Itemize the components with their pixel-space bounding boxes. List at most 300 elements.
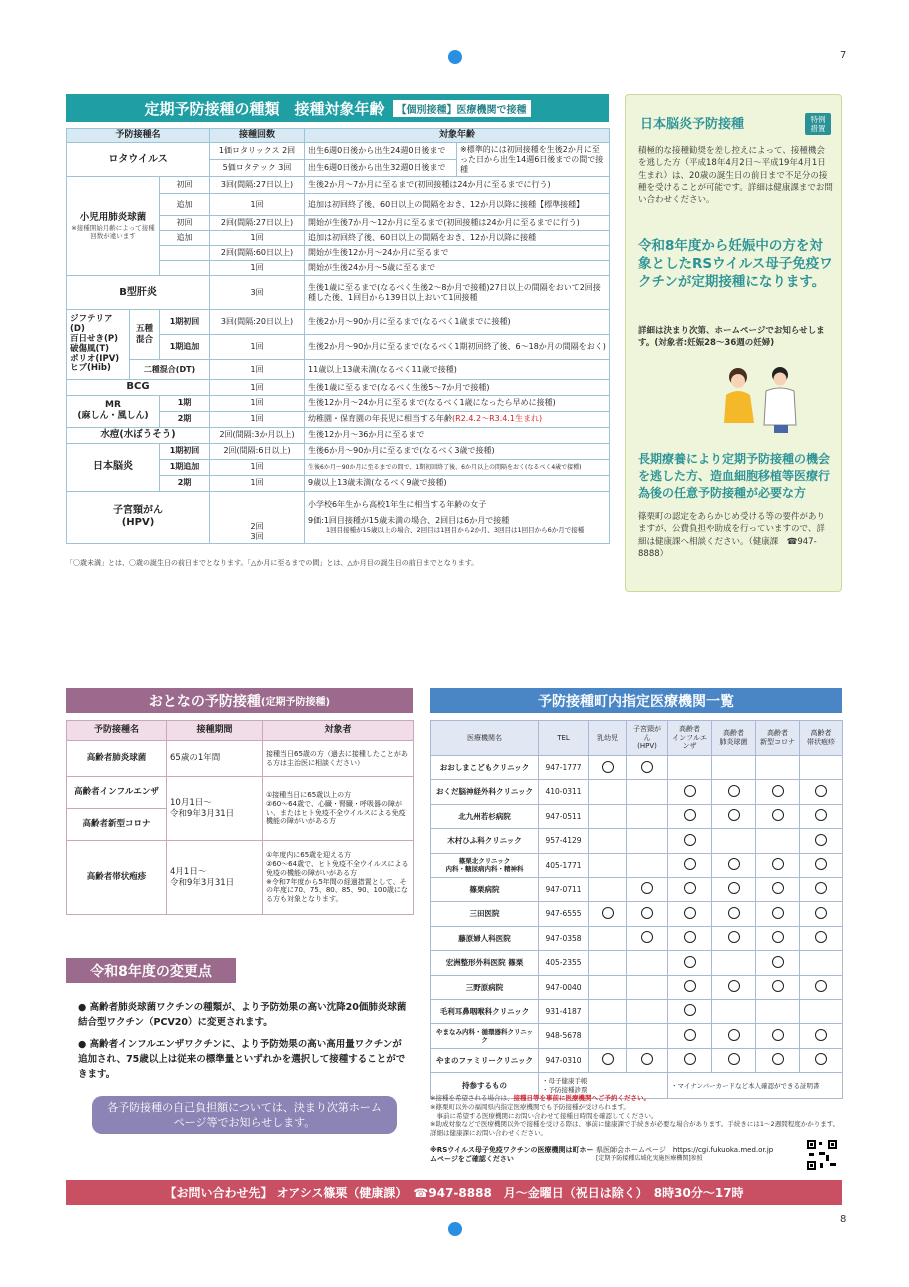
adult-title-sub: (定期予防接種) — [260, 697, 331, 708]
available-circle-icon — [772, 1053, 784, 1065]
hpv-age-top: 小学校6年生から高校1年生に相当する年齢の女子 — [308, 500, 487, 510]
available-circle-icon — [815, 834, 827, 846]
pneumo-age-0: 生後2か月～7か月に至るまで(初回接種は24か月に至るまでに行う) — [305, 177, 610, 194]
clinic-availability-cell — [712, 829, 756, 853]
pneumo-sub-2: 初回 — [160, 216, 210, 231]
page-marker-top — [448, 50, 462, 64]
clinic-tel: 405-1771 — [539, 853, 589, 877]
clinic-availability-cell — [756, 926, 800, 950]
adult-flu-name: 高齢者インフルエンザ — [67, 777, 167, 809]
rota-age-1: 出生6週0日後から出生24週0日後まで — [305, 143, 457, 160]
clinic-header-6: 高齢者 新型コロナ — [756, 721, 800, 756]
available-circle-icon — [684, 882, 696, 894]
available-circle-icon — [815, 882, 827, 894]
mr-count-0: 1回 — [210, 395, 305, 411]
clinic-note-2: ※篠栗町以外の福岡県内指定医療機関でも予防接種が受けられます。 事前に希望する医療機関にお問い合わせて接種日時間を確認してください。 ※助成対象などで医療機関以外で接種を受ける際は、事前に健康課で手続きが必要な場合があります。手続きには1～2週間程度かかります。詳細は健康課にお問い合わせください。 — [430, 1102, 840, 1138]
clinic-availability-cell — [800, 902, 843, 926]
clinic-list-table — [430, 720, 843, 1099]
clinic-row — [431, 804, 843, 828]
clinic-availability-cell — [589, 951, 627, 975]
adult-zoster-period: 4月1日～ 令和9年3月31日 — [167, 841, 263, 915]
hpv-count-2: 3回 — [250, 531, 264, 541]
hpv-age-cell — [305, 491, 610, 543]
clinic-availability-cell — [668, 951, 712, 975]
vaccine-footnote: 「〇歳未満」とは、〇歳の誕生日の前日までとなります。「△か月に至るまでの間」とは、△か月目の誕生日の前日までとなります。 — [66, 559, 479, 567]
bcg-name: BCG — [67, 380, 210, 396]
available-circle-icon — [641, 882, 653, 894]
bring-label: 持参するもの — [431, 1073, 539, 1099]
je-count-2: 1回 — [210, 475, 305, 491]
available-circle-icon — [728, 858, 740, 870]
available-circle-icon — [728, 1053, 740, 1065]
clinic-availability-cell — [756, 804, 800, 828]
change-bullet-1-text: 高齢者肺炎球菌ワクチンの種類が、より予防効果の高い沈降20価肺炎球菌結合型ワクチン（PCV20）に変更されます。 — [78, 1002, 407, 1029]
available-circle-icon — [684, 858, 696, 870]
clinic-availability-cell — [800, 951, 843, 975]
available-circle-icon — [772, 1029, 784, 1041]
hpv-counts — [210, 491, 305, 543]
adult-title: おとなの予防接種 — [148, 693, 261, 710]
available-circle-icon — [815, 931, 827, 943]
clinic-row — [431, 926, 843, 950]
clinic-availability-cell — [627, 756, 668, 780]
varicella-name: 水痘(水ぼうそう) — [67, 427, 210, 443]
available-circle-icon — [728, 980, 740, 992]
available-circle-icon — [641, 761, 653, 773]
clinic-row — [431, 999, 843, 1023]
varicella-count: 2回(間隔:3か月以上) — [210, 427, 305, 443]
combo-age-1: 生後2か月～90か月に至るまで(なるべく1期初回終了後、6～18か月の間隔をおく) — [305, 335, 610, 360]
clinic-availability-cell — [712, 756, 756, 780]
adult-flu-period: 10月1日～ 令和9年3月31日 — [167, 777, 263, 841]
clinic-availability-cell — [668, 780, 712, 804]
pneumo-name-cell — [67, 177, 160, 276]
available-circle-icon — [772, 785, 784, 797]
available-circle-icon — [815, 907, 827, 919]
available-circle-icon — [602, 761, 614, 773]
clinic-name: やまのファミリークリニック — [431, 1048, 539, 1072]
clinic-header-3: 子宮頸がん (HPV) — [627, 721, 668, 756]
clinic-availability-cell — [800, 1024, 843, 1048]
je-age-0: 生後6か月～90か月に至るまで(なるべく3歳で接種) — [305, 443, 610, 459]
je-count-0: 2回(間隔:6日以上) — [210, 443, 305, 459]
clinic-tel: 947-0040 — [539, 975, 589, 999]
clinic-availability-cell — [712, 853, 756, 877]
changes-banner — [66, 958, 236, 983]
header-age: 対象年齢 — [305, 129, 610, 143]
pneumo-count-1: 1回 — [210, 194, 305, 216]
clinic-availability-cell — [627, 829, 668, 853]
clinic-availability-cell — [589, 1024, 627, 1048]
clinic-availability-cell — [756, 951, 800, 975]
pneumo-count-2: 2回(間隔:27日以上) — [210, 216, 305, 231]
vaccine-section-subtitle: 【個別接種】医療機関で接種 — [393, 100, 531, 117]
clinic-availability-cell — [589, 926, 627, 950]
combo-age-0: 生後2か月～90か月に至るまで(なるべく1歳までに接種) — [305, 310, 610, 335]
clinic-availability-cell — [712, 877, 756, 901]
clinic-name: 木村ひふ科クリニック — [431, 829, 539, 853]
clinic-row — [431, 756, 843, 780]
header-count: 接種回数 — [210, 129, 305, 143]
available-circle-icon — [815, 1053, 827, 1065]
combo-name: ジフテリア(D) 百日せき(P) 破傷風(T) ポリオ(IPV) ヒブ(Hib) — [67, 310, 130, 380]
hpv-age-1: 9価:1回目接種が15歳未満の場合、2回目は6か月で接種 — [308, 516, 510, 526]
je-count-1: 1回 — [210, 459, 305, 475]
hpv-count-1: 2回 — [250, 521, 264, 531]
available-circle-icon — [815, 980, 827, 992]
available-circle-icon — [684, 956, 696, 968]
hepb-count: 3回 — [210, 276, 305, 310]
clinic-name: 北九州若杉病院 — [431, 804, 539, 828]
clinics-banner — [430, 688, 842, 713]
combo-count-2: 1回 — [210, 360, 305, 380]
clinic-availability-cell — [712, 975, 756, 999]
header-vaccine-name: 予防接種名 — [67, 129, 210, 143]
clinic-availability-cell — [668, 902, 712, 926]
clinic-availability-cell — [756, 780, 800, 804]
clinic-availability-cell — [756, 829, 800, 853]
available-circle-icon — [684, 785, 696, 797]
varicella-age: 生後12か月～36か月に至るまで — [305, 427, 610, 443]
clinic-note-1-text: ※接種を希望される場合は、 — [430, 1094, 514, 1102]
clinic-tel: 947-0310 — [539, 1048, 589, 1072]
rsv-title: 令和8年度から妊娠中の方を対象としたRSウイルス母子免疫ワクチンが定期接種になります。 — [638, 238, 833, 291]
clinic-name: おおしまこどもクリニック — [431, 756, 539, 780]
clinic-availability-cell — [627, 804, 668, 828]
clinic-row — [431, 951, 843, 975]
hpv-age-2: 1回目接種が15歳以上の場合、2回目は1回目から2か月、3回目は1回目から6か月で接種 — [326, 526, 585, 535]
clinic-availability-cell — [800, 926, 843, 950]
pneumo-count-0: 3回(間隔:27日以上) — [210, 177, 305, 194]
available-circle-icon — [641, 1053, 653, 1065]
clinic-row — [431, 975, 843, 999]
available-circle-icon — [684, 931, 696, 943]
clinic-row — [431, 780, 843, 804]
clinic-availability-cell — [756, 975, 800, 999]
adult-header-target: 対象者 — [263, 721, 414, 741]
pneumo-count-3: 1回 — [210, 231, 305, 246]
adult-zoster-name: 高齢者帯状疱疹 — [67, 841, 167, 915]
clinic-availability-cell — [712, 902, 756, 926]
clinic-availability-cell — [668, 756, 712, 780]
clinic-availability-cell — [627, 951, 668, 975]
mr-age-0: 生後12か月～24か月に至るまで(なるべく1歳になったら早めに接種) — [305, 395, 610, 411]
clinic-name: 三野原病院 — [431, 975, 539, 999]
adult-banner — [66, 688, 413, 713]
change-bullet-2: ● 高齢者インフルエンザワクチンに、より予防効果の高い高用量ワクチンが追加され、75歳以上は従来の標準量といずれかを選択して接種することができます。 — [78, 1039, 406, 1081]
rota-count-1: 1価ロタリックス 2回 — [210, 143, 305, 160]
available-circle-icon — [602, 1053, 614, 1065]
rota-count-2: 5価ロタテック 3回 — [210, 160, 305, 177]
available-circle-icon — [815, 858, 827, 870]
available-circle-icon — [772, 858, 784, 870]
clinic-name: 篠栗北クリニック 内科・糖尿病内科・精神科 — [431, 853, 539, 877]
available-circle-icon — [684, 834, 696, 846]
mr-name: MR (麻しん・風しん) — [67, 395, 160, 427]
clinic-availability-cell — [712, 1048, 756, 1072]
clinic-header-4: 高齢者 インフルエンザ — [668, 721, 712, 756]
combo-count-1: 1回 — [210, 335, 305, 360]
pneumo-age-4: 開始が生後12か月～24か月に至るまで — [305, 246, 610, 261]
vaccine-section-title: 定期予防接種の種類 接種対象年齢 — [144, 99, 385, 118]
je-special-title: 日本脳炎予防接種 — [640, 117, 745, 132]
mr-sub-1: 2期 — [160, 411, 210, 427]
clinic-availability-cell — [756, 877, 800, 901]
clinic-name: 藤原婦人科医院 — [431, 926, 539, 950]
available-circle-icon — [772, 980, 784, 992]
clinic-availability-cell — [756, 999, 800, 1023]
available-circle-icon — [772, 882, 784, 894]
available-circle-icon — [728, 809, 740, 821]
combo-age-2: 11歳以上13歳未満(なるべく11歳で接種) — [305, 360, 610, 380]
clinic-availability-cell — [627, 975, 668, 999]
clinic-row — [431, 1024, 843, 1048]
clinic-availability-cell — [589, 804, 627, 828]
je-special-header — [640, 113, 831, 135]
clinic-row — [431, 877, 843, 901]
vaccine-schedule-table — [66, 128, 610, 544]
clinic-name: おくだ脳神経外科クリニック — [431, 780, 539, 804]
change-bullet-2-text: 高齢者インフルエンザワクチンに、より予防効果の高い高用量ワクチンが追加され、75歳以上は従来の標準量といずれかを選択して接種することができます。 — [78, 1039, 406, 1081]
pneumo-sub-4 — [160, 246, 210, 261]
pneumo-sub-1: 追加 — [160, 194, 210, 216]
clinic-availability-cell — [800, 756, 843, 780]
clinic-availability-cell — [712, 1024, 756, 1048]
clinic-availability-cell — [627, 877, 668, 901]
rota-age-2: 出生6週0日後から出生32週0日後まで — [305, 160, 457, 177]
clinic-availability-cell — [800, 1048, 843, 1072]
available-circle-icon — [728, 907, 740, 919]
mr-age-1-red: (R2.4.2～R3.4.1生まれ) — [452, 414, 543, 424]
clinic-name: 三田医院 — [431, 902, 539, 926]
bcg-age: 生後1歳に至るまで(なるべく生後5～7か月で接種) — [305, 380, 610, 396]
clinic-availability-cell — [756, 853, 800, 877]
clinic-availability-cell — [668, 1048, 712, 1072]
clinic-name: 篠栗病院 — [431, 877, 539, 901]
page-marker-bottom — [448, 1222, 462, 1236]
pregnant-consultation-illustration — [716, 363, 806, 435]
contact-footer: 【お問い合わせ先】 オアシス篠栗（健康課） ☎947-8888 月～金曜日（祝日は除く） 8時30分～17時 — [66, 1180, 842, 1205]
clinic-availability-cell — [668, 853, 712, 877]
clinic-availability-cell — [589, 999, 627, 1023]
clinic-header-5: 高齢者 肺炎球菌 — [712, 721, 756, 756]
adult-header-period: 接種期間 — [167, 721, 263, 741]
clinic-tel: 947-0511 — [539, 804, 589, 828]
pneumo-age-3: 追加は初回終了後、60日以上の間隔をおき、12か月以降に接種 — [305, 231, 610, 246]
adult-header-name: 予防接種名 — [67, 721, 167, 741]
pneumo-count-5: 1回 — [210, 261, 305, 276]
mr-age-1-cell — [305, 411, 610, 427]
clinic-availability-cell — [627, 780, 668, 804]
page-number-bottom: 8 — [840, 1214, 847, 1225]
clinic-availability-cell — [800, 804, 843, 828]
clinic-availability-cell — [800, 975, 843, 999]
available-circle-icon — [684, 1004, 696, 1016]
clinic-availability-cell — [627, 853, 668, 877]
clinic-availability-cell — [756, 1048, 800, 1072]
qr-code-icon[interactable] — [806, 1139, 838, 1171]
pneumo-age-5: 開始が生後24か月～5歳に至るまで — [305, 261, 610, 276]
clinic-availability-cell — [589, 1048, 627, 1072]
hepb-name: B型肝炎 — [67, 276, 210, 310]
clinic-notes — [430, 1094, 842, 1138]
clinic-availability-cell — [712, 780, 756, 804]
available-circle-icon — [772, 809, 784, 821]
clinic-availability-cell — [800, 853, 843, 877]
clinic-tel: 405-2355 — [539, 951, 589, 975]
clinic-availability-cell — [627, 999, 668, 1023]
combo-sub-1: 1期追加 — [160, 335, 210, 360]
pneumo-sub-0: 初回 — [160, 177, 210, 194]
clinic-availability-cell — [800, 780, 843, 804]
clinic-availability-cell — [712, 804, 756, 828]
clinic-row — [431, 829, 843, 853]
clinic-tel: 947-0711 — [539, 877, 589, 901]
available-circle-icon — [602, 907, 614, 919]
clinic-availability-cell — [627, 1024, 668, 1048]
bring-items-2: ・マイナンバーカードなど本人確認ができる証明書 — [668, 1073, 843, 1099]
available-circle-icon — [728, 931, 740, 943]
clinic-availability-cell — [627, 926, 668, 950]
rsv-text: 詳細は決まり次第、ホームページでお知らせします。(対象者:妊娠28～36週の妊婦) — [638, 326, 825, 349]
change-bullet-1: ● 高齢者肺炎球菌ワクチンの種類が、より予防効果の高い沈降20価肺炎球菌結合型ワクチン（PCV20）に変更されます。 — [78, 1002, 407, 1029]
clinic-availability-cell — [589, 756, 627, 780]
clinic-availability-cell — [589, 853, 627, 877]
clinic-tel: 957-4129 — [539, 829, 589, 853]
clinic-availability-cell — [712, 951, 756, 975]
je-sub-0: 1期初回 — [160, 443, 210, 459]
clinic-availability-cell — [756, 1024, 800, 1048]
clinic-availability-cell — [589, 975, 627, 999]
bcg-count: 1回 — [210, 380, 305, 396]
url-sub: [定期予防接種広域化実施医療機関]参照 — [596, 1155, 703, 1163]
available-circle-icon — [684, 1029, 696, 1041]
clinic-availability-cell — [668, 926, 712, 950]
clinic-availability-cell — [668, 804, 712, 828]
je-age-2: 9歳以上13歳未満(なるべく9歳で接種) — [305, 475, 610, 491]
je-special-text: 積極的な接種勧奨を差し控えによって、接種機会を逃した方（平成18年4月2日～平成19年4月1日生まれ）は、20歳の誕生日の前日まで不足分の接種を受けることが可能です。詳細は健康課までお問い合わせください。 — [638, 146, 833, 206]
clinic-tel: 931-4187 — [539, 999, 589, 1023]
available-circle-icon — [772, 956, 784, 968]
available-circle-icon — [728, 882, 740, 894]
clinic-availability-cell — [668, 829, 712, 853]
available-circle-icon — [815, 785, 827, 797]
combo-sub-2: 二種混合(DT) — [130, 360, 210, 380]
combo-group: 五種混合 — [130, 310, 160, 360]
long-term-text: 篠栗町の認定をあらかじめ受ける等の要件がありますが、公費負担や助成を行っていますので、詳細は健康課へ相談ください。（健康課 ☎947-8888） — [638, 512, 826, 559]
clinic-availability-cell — [589, 902, 627, 926]
clinic-name: 毛利耳鼻咽喉科クリニック — [431, 999, 539, 1023]
clinic-availability-cell — [668, 877, 712, 901]
clinic-row — [431, 1048, 843, 1072]
clinic-availability-cell — [668, 999, 712, 1023]
clinic-availability-cell — [589, 877, 627, 901]
mr-count-1: 1回 — [210, 411, 305, 427]
adult-pneumo-target: 接種当日65歳の方（過去に接種したことがある方は主治医に相談ください） — [263, 741, 414, 777]
available-circle-icon — [684, 907, 696, 919]
available-circle-icon — [641, 931, 653, 943]
cost-notice: 各予防接種の自己負担額については、決まり次第ホームページ等でお知らせします。 — [92, 1096, 397, 1134]
clinic-availability-cell — [627, 1048, 668, 1072]
vaccine-section-banner — [66, 94, 609, 122]
available-circle-icon — [684, 980, 696, 992]
clinic-header-1: TEL — [539, 721, 589, 756]
clinic-availability-cell — [800, 877, 843, 901]
combo-count-0: 3回(間隔:20日以上) — [210, 310, 305, 335]
clinic-availability-cell — [627, 902, 668, 926]
sidebar-panel — [625, 94, 842, 592]
long-term-title: 長期療養により定期予防接種の機会を逃した方、造血細胞移植等医療行為後の任意予防接種が必要な方 — [638, 452, 831, 500]
clinics-title: 予防接種町内指定医療機関一覧 — [538, 693, 734, 710]
available-circle-icon — [815, 1029, 827, 1041]
available-circle-icon — [728, 785, 740, 797]
je-age-1: 生後6か月～90か月に至るまでの間で、1期初回終了後、6か月以上の間隔をおく(なるべく4歳で接種) — [305, 459, 610, 475]
clinic-note-1-red: 接種日等を事前に医療機関へご予約ください。 — [513, 1094, 650, 1102]
clinic-availability-cell — [589, 780, 627, 804]
clinic-tel: 947-0358 — [539, 926, 589, 950]
adult-flu-target: ①接種当日に65歳以上の方 ②60～64歳で、心臓・腎臓・呼吸器の障がい、またはヒト免疫不全ウイルスによる免疫機能の障がいがある方 — [263, 777, 414, 841]
je-sub-2: 2期 — [160, 475, 210, 491]
rsv-clinic-note: ※RSウイルス母子免疫ワクチンの医療機関は町ホームページをご確認ください — [430, 1146, 594, 1164]
adult-zoster-target: ①年度内に65歳を迎える方 ②60～64歳で、ヒト免疫不全ウイルスによる免疫の機能の障がいがある方 ※令和7年度から5年間の経過措置として、その年度に70、75、80、85、90、100歳になる方も対象となります。 — [263, 841, 414, 915]
pneumo-sub-3: 追加 — [160, 231, 210, 246]
clinic-availability-cell — [800, 999, 843, 1023]
available-circle-icon — [815, 809, 827, 821]
clinic-availability-cell — [800, 829, 843, 853]
hpv-name: 子宮頸がん (HPV) — [67, 491, 210, 543]
clinic-name: 宏洲整形外科医院 篠栗 — [431, 951, 539, 975]
changes-title: 令和8年度の変更点 — [90, 963, 212, 980]
clinic-tel: 947-6555 — [539, 902, 589, 926]
available-circle-icon — [641, 907, 653, 919]
clinic-availability-cell — [712, 926, 756, 950]
url-label[interactable]: 県医師会ホームページ https://cgi.fukuoka.med.or.jp — [596, 1146, 774, 1154]
rota-name: ロタウイルス — [67, 143, 210, 177]
bring-items-1: ・母子健康手帳 ・予防接種診票 — [539, 1073, 668, 1099]
hepb-age: 生後1歳に至るまで(なるべく生後2～8か月で接種)27日以上の間隔をおいて2回接種した後、1回目から139日以上おいて1回接種 — [305, 276, 610, 310]
clinic-tel: 410-0311 — [539, 780, 589, 804]
clinic-name: やまなみ内科・循環器科クリニック — [431, 1024, 539, 1048]
clinic-availability-cell — [589, 829, 627, 853]
pneumo-name: 小児用肺炎球菌 — [79, 212, 147, 224]
mr-sub-0: 1期 — [160, 395, 210, 411]
adult-pneumo-period: 65歳の1年間 — [167, 741, 263, 777]
available-circle-icon — [728, 1029, 740, 1041]
adult-covid-name: 高齢者新型コロナ — [67, 809, 167, 841]
clinic-availability-cell — [756, 756, 800, 780]
available-circle-icon — [684, 1053, 696, 1065]
clinic-header-0: 医療機関名 — [431, 721, 539, 756]
clinic-row — [431, 902, 843, 926]
clinic-header-7: 高齢者 帯状疱疹 — [800, 721, 843, 756]
clinic-header-2: 乳幼児 — [589, 721, 627, 756]
pneumo-sub-5 — [160, 261, 210, 276]
pneumo-count-4: 2回(間隔:60日以上) — [210, 246, 305, 261]
combo-sub-0: 1期初回 — [160, 310, 210, 335]
mr-age-1: 幼稚園・保育園の年長児に相当する年齢 — [308, 414, 453, 424]
available-circle-icon — [684, 809, 696, 821]
clinic-availability-cell — [756, 902, 800, 926]
clinic-availability-cell — [712, 999, 756, 1023]
available-circle-icon — [772, 931, 784, 943]
adult-pneumo-name: 高齢者肺炎球菌 — [67, 741, 167, 777]
clinic-availability-cell — [668, 975, 712, 999]
rota-note: ※標準的には初回接種を生後2か月に至った日から出生14週6日後までの間で接種 — [457, 143, 610, 177]
adult-vaccine-table — [66, 720, 414, 915]
je-name: 日本脳炎 — [67, 443, 160, 491]
clinic-row — [431, 853, 843, 877]
clinic-tel: 947-1777 — [539, 756, 589, 780]
